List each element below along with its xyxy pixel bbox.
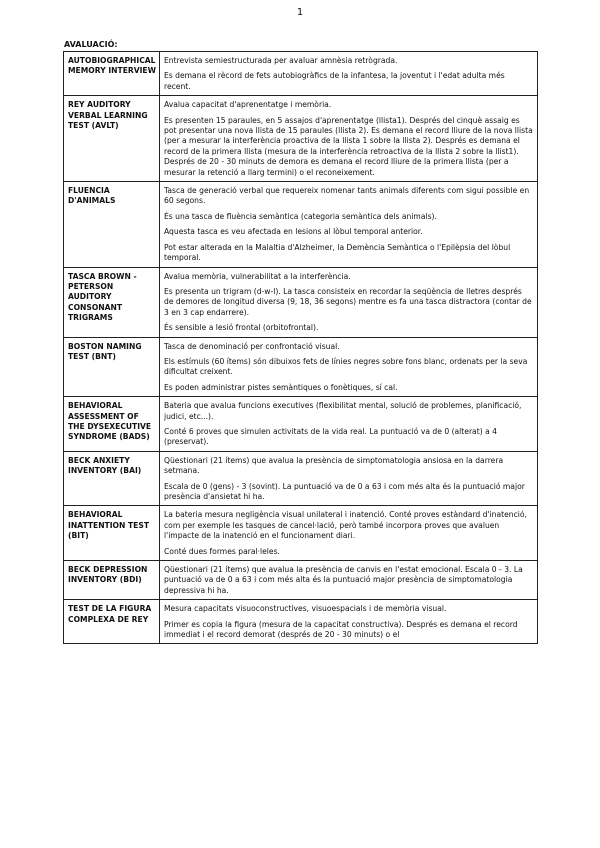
test-description [160,451,538,506]
test-name: FLUENCIA D'ANIMALS [64,182,160,267]
description-paragraph: La bateria mesura negligència visual unilateral i inatenció. Conté proves estàndard d'inatenció, com per exemple les tasques de cancel·lació, però també incorpora proves que avaluen l'impacte de la inatenció en el funcionament diari. [164,510,527,541]
description-paragraph: Qüestionari (21 ítems) que avalua la presència de simptomatologia ansiosa en la darrera setmana. [164,455,504,476]
description-paragraph: És una tasca de fluència semàntica (categoria semàntica dels animals). [164,211,437,221]
test-name: TEST DE LA FIGURA COMPLEXA DE REY [64,600,160,644]
test-description [160,267,538,337]
assessment-table-body [64,52,538,644]
test-description [160,182,538,267]
test-description [160,600,538,644]
table-row [64,600,538,644]
description-paragraph: Qüestionari (21 ítems) que avalua la presència de canvis en l'estat emocional. Escala 0 - 3. La puntuació va de 0 a 63 i com més alta és la puntuació major presència de simptomatologia depressiva hi ha. [164,565,523,595]
assessment-table [63,51,538,644]
description-paragraph: Avalua memòria, vulnerabilitat a la interferència. [164,271,351,281]
description-paragraph: Aquesta tasca es veu afectada en lesions al lòbul temporal anterior. [164,227,423,237]
description-paragraph: Els estímuls (60 ítems) són dibuixos fets de línies negres sobre fons blanc, ordenats per la seva dificultat creixent. [164,356,528,377]
table-row [64,561,538,600]
test-description [160,561,538,600]
description-paragraph: Es presenten 15 paraules, en 5 assajos d'aprenentatge (llista1). Després del cinquè assaig es pot presentar una nova llista de 15 paraules (llista 2). Es demana el record lliure de la nova llista (per a mesurar la interferència proactiva de la llista 1 sobre la llista 2). Després es demana el record de la primera llista (mesura de la interferència retroactiva de la llista 2 sobre la llist1). Després de 20 - 30 minuts de demora es demana el record lliure de la primera llista (per a mesurar la retenció a llarg termini) o el reconeixement. [164,115,533,177]
table-row [64,451,538,506]
table-row [64,182,538,267]
description-paragraph: Bateria que avalua funcions executives (flexibilitat mental, solució de problemes, planificació, judici, etc...). [164,401,522,421]
description-paragraph: Es demana el rècord de fets autobiogràfics de la infantesa, la joventut i l'edat adulta més recent. [164,71,505,91]
test-description [160,506,538,561]
description-paragraph: Es poden administrar pistes semàntiques o fonètiques, sí cal. [164,382,398,392]
description-paragraph: Tasca de generació verbal que requereix nomenar tants animals diferents com sigui possible en 60 segons. [164,186,530,206]
description-paragraph: Tasca de denominació per confrontació visual. [164,341,340,351]
test-name: BEHAVIORAL INATTENTION TEST (BIT) [64,506,160,561]
description-paragraph: Entrevista semiestructurada per avaluar amnèsia retrògrada. [164,56,398,65]
test-name: BECK ANXIETY INVENTORY (BAI) [64,451,160,506]
test-name: REY AUDITORY VERBAL LEARNING TEST (AVLT) [64,96,160,182]
table-row [64,506,538,561]
test-name: AUTOBIOGRAPHICAL MEMORY INTERVIEW [64,52,160,96]
test-name: TASCA BROWN - PETERSON AUDITORY CONSONANT TRIGRAMS [64,267,160,337]
description-paragraph: Conté dues formes paral·leles. [164,546,280,556]
description-paragraph: Conté 6 proves que simulen activitats de la vida real. La puntuació va de 0 (alterat) a 4 (preservat). [164,426,497,447]
page-number: 1 [296,7,304,18]
table-row [64,337,538,397]
test-description [160,96,538,182]
description-paragraph: Avalua capacitat d'aprenentatge i memòria. [164,100,332,110]
description-paragraph: Mesura capacitats visuoconstructives, visuoespacials i de memòria visual. [164,604,447,614]
test-description [160,337,538,397]
test-description [160,52,538,96]
description-paragraph: Pot estar alterada en la Malaltia d'Alzheimer, la Demència Semàntica o l'Epilèpsia del lòbul temporal. [164,242,511,263]
table-row [64,52,538,96]
table-row [64,96,538,182]
test-name: BOSTON NAMING TEST (BNT) [64,337,160,397]
description-paragraph: Primer es copia la figura (mesura de la capacitat constructiva). Després es demana el record immediat i el record demorat (després de 20 - 30 minuts) o el [164,619,518,640]
test-description [160,397,538,452]
test-name: BEHAVIORAL ASSESSMENT OF THE DYSEXECUTIVE SYNDROME (BADS) [64,397,160,452]
section-title: AVALUACIÓ: [64,40,118,49]
test-name: BECK DEPRESSION INVENTORY (BDI) [64,561,160,600]
table-row [64,397,538,452]
table-row [64,267,538,337]
description-paragraph: Es presenta un trigram (d-w-l). La tasca consisteix en recordar la seqüència de lletres després de demores de longitud diversa (9, 18, 36 segons) mentre es fa una tasca distractora (contar de 3 en 3 cap endarrere). [164,286,532,317]
description-paragraph: És sensible a lesió frontal (orbitofrontal). [164,323,319,333]
description-paragraph: Escala de 0 (gens) - 3 (sovint). La puntuació va de 0 a 63 i com més alta és la puntuació major presència d'ansietat hi ha. [164,481,525,501]
